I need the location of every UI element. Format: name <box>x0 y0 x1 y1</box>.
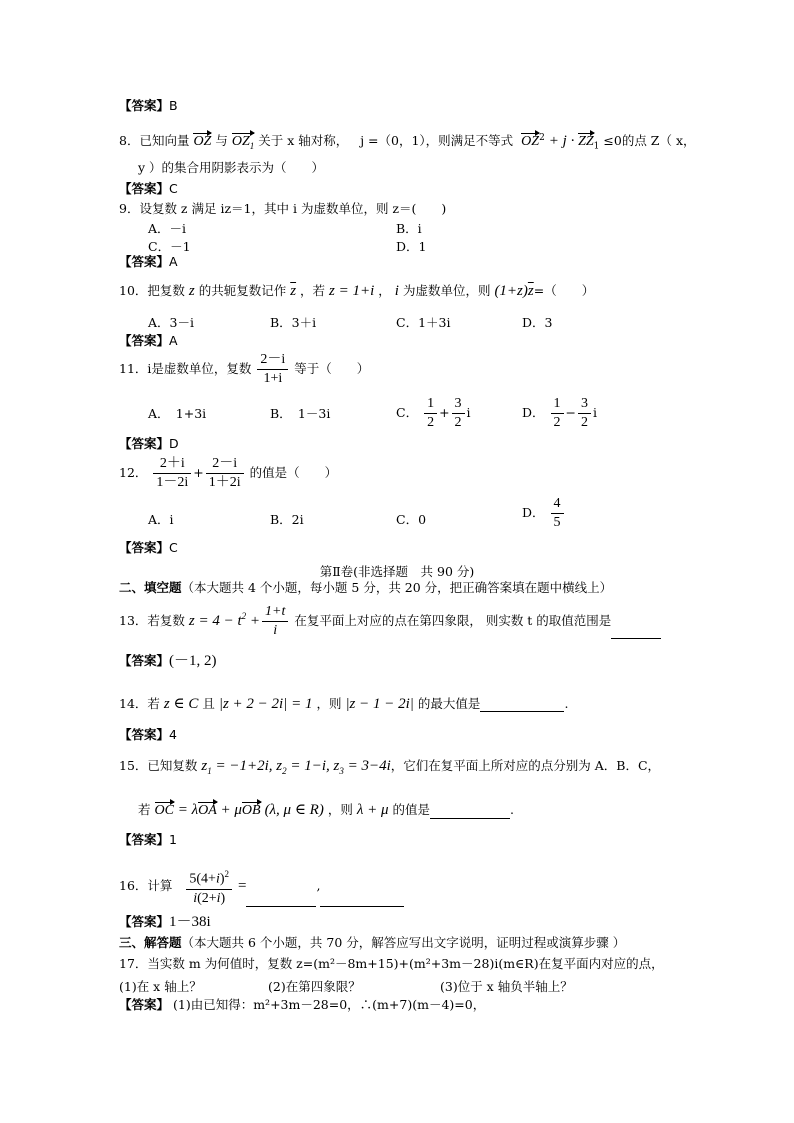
q8-answer: 【答案】C <box>119 181 178 196</box>
q9-option-a: A．－i <box>148 221 187 236</box>
q8-stem-line2: y ）的集合用阴影表示为（ ） <box>138 160 325 175</box>
q15-stem-line2: 若 OC = λOA + μOB (λ, μ ∈ R) ，则 λ + μ 的值是 . <box>138 802 514 818</box>
q7-answer: 【答案】B <box>119 98 178 113</box>
q13-stem: 13．若复数 $z = 4 - t^2$ + $\frac{1+t}{i}$ 在复平面上对应的点在第四象限， 则实数 t 的取值范围是 <box>119 604 661 639</box>
q8-stem: 8．已知向量 OZ 与 $OZ_1$ 关于 x 轴对称， j =（0，1），则满足不等式 $OZ^2 + j \cdot ZZ_1 \le 0$的点 Z（ x， <box>119 130 696 155</box>
q17-part2: (2)在第四象限？ <box>268 979 361 994</box>
q15-answer: 【答案】1 <box>119 832 177 847</box>
section2-header: 第Ⅱ卷(非选择题 共 90 分) <box>319 564 475 579</box>
q12-stem: 12． $\frac{2+i}{1-2i}$ + $\frac{2-i}{1+2i}$ 的值是（ ） <box>119 456 338 490</box>
q12-option-a: A．i <box>148 512 174 527</box>
q17-stem: 17．当实数 m 为何值时，复数 z=(m²－8m+15)+(m²+3m－28)i(m∈R)在复平面内对应的点， <box>119 956 664 971</box>
q14-answer: 【答案】4 <box>119 727 177 742</box>
q10-option-c: C．1＋3i <box>396 315 451 330</box>
q15-stem: 15．已知复数 $z_1 = -1+2i$, $z_2 = 1-i$, $z_3 = 3-4i$，它们在复平面上所对应的点分别为 A．B．C， <box>119 758 661 776</box>
q17-answer: 【答案】 (1)由已知得：m²+3m－28=0，∴(m+7)(m－4)=0， <box>119 997 486 1012</box>
q9-option-b: B．i <box>396 221 422 236</box>
q13-answer: 【答案】(－1, 2) <box>119 653 217 669</box>
q11-fraction: $\frac{2-i}{1+i}$ <box>257 352 288 387</box>
q11-answer: 【答案】D <box>119 436 179 451</box>
q12-option-b: B．2i <box>270 512 304 527</box>
q11-option-b: B． 1－3i <box>270 406 331 421</box>
q10-answer: 【答案】A <box>119 333 178 348</box>
q9-option-c: C．－1 <box>148 239 191 254</box>
q9-answer: 【答案】A <box>119 254 178 269</box>
q12-answer: 【答案】C <box>119 540 178 555</box>
q11-option-d: D． $\frac{1}{2}$ − $\frac{3}{2}$ i <box>522 396 597 430</box>
q9-option-d: D．1 <box>396 239 427 254</box>
q9-stem: 9．设复数 z 满足 iz＝1，其中 i 为虚数单位，则 z＝( ) <box>119 201 447 216</box>
q16-answer: 【答案】1－38i <box>119 914 211 930</box>
q12-option-d: D． $\frac{4}{5}$ <box>522 496 566 531</box>
section2-title: 二、填空题（本大题共 4 个小题，每小题 5 分，共 20 分，把正确答案填在题中横线上） <box>119 580 613 595</box>
section3-title: 三、解答题（本大题共 6 个小题，共 70 分，解答应写出文字说明，证明过程或演算步骤 ） <box>119 935 626 950</box>
q14-stem: 14．若 z ∈ C 且 |z + 2 − 2i| = 1 ，则 |z − 1 − 2i| 的最大值是 . <box>119 696 569 712</box>
q10-option-b: B．3＋i <box>270 315 317 330</box>
q11-option-c: C． $\frac{1}{2}$ + $\frac{3}{2}$ i <box>396 396 471 430</box>
q10-stem: 10．把复数 z 的共轭复数记作 $\overline{z}$ ，若 z = 1+i ， i 为虚数单位，则 $(1+z)\overline{z}=$（ ） <box>119 283 595 299</box>
q11-option-a: A． 1+3i <box>148 406 207 421</box>
q16-stem: 16．计算 $\frac{5(4+i)^2}{i(2+i)}$ = , <box>119 866 404 907</box>
q12-option-c: C．0 <box>396 512 427 527</box>
q10-option-d: D．3 <box>522 315 553 330</box>
q17-part1: (1)在 x 轴上？ <box>119 979 202 994</box>
q11-stem: 11．i是虚数单位，复数 $\frac{2-i}{1+i}$ 等于（ ） <box>119 352 370 386</box>
q17-part3: (3)位于 x 轴负半轴上？ <box>440 979 573 994</box>
q10-option-a: A．3－i <box>148 315 194 330</box>
